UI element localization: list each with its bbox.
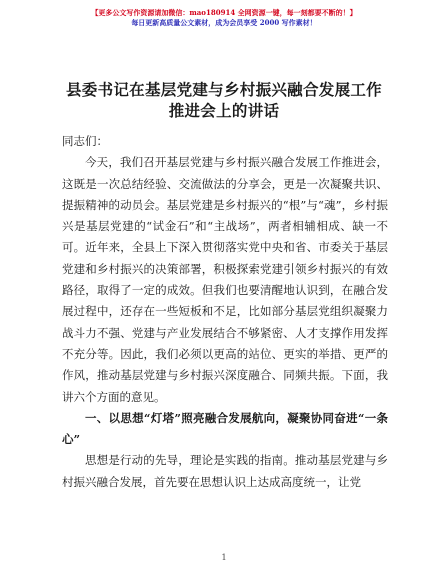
body-paragraph-section-1: 思想是行动的先导，理论是实践的指南。推动基层党建与乡村振兴融合发展，首先要在思想认识上达成高度统一，让党 <box>62 453 388 489</box>
title-line-2: 推进会上的讲话 <box>168 101 280 120</box>
page-number: 1 <box>221 553 227 562</box>
banner-promo-line: 【更多公文写作资源请加微信：mao180914 全网资源一键，每一刻都要不断的！】 <box>91 8 357 17</box>
header-banner <box>0 8 448 28</box>
document-title <box>40 79 408 121</box>
greeting: 同志们： <box>62 134 108 148</box>
section-heading-1: 一、以思想“灯塔”照亮融合发展航向，凝聚协同奋进“一条心” <box>62 410 388 447</box>
title-line-1: 县委书记在基层党建与乡村振兴融合发展工作 <box>65 80 382 99</box>
banner-member-line: 每日更新高质量公文素材，成为会员享受 2000 写作素材！ <box>131 18 317 27</box>
document-body <box>62 131 388 493</box>
body-paragraph-intro: 今天，我们召开基层党建与乡村振兴融合发展工作推进会，这既是一次总结经验、交流做法的分享会，更是一次凝聚共识、提振精神的动员会。基层党建是乡村振兴的“根”与“魂”，乡村振兴是基层党建的“试金石”和“主战场”，两者相辅相成、缺一不可。近年来，全县上下深入贯彻落实党中央和省、市委关于基层党建和乡村振兴的决策部署，积极探索党建引领乡村振兴的有效路径，取得了一定的成效。但我们也要清醒地认识到，在融合发展过程中，还存在一些短板和不足，比如部分基层党组织凝聚力战斗力不强、党建与产业发展结合不够紧密、人才支撑作用发挥不充分等。因此，我们必须以更高的站位、更实的举措、更严的作风，推动基层党建与乡村振兴深度融合、同频共振。下面，我讲六个方面的意见。 <box>62 155 388 404</box>
